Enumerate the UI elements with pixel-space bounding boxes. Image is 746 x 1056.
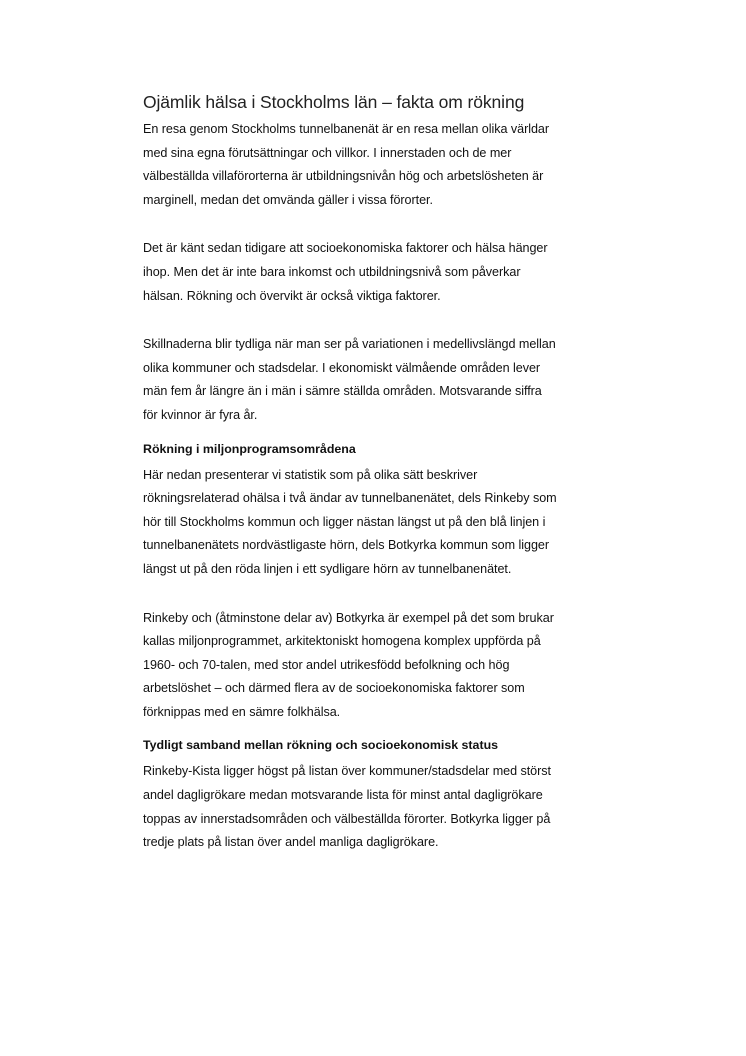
text-line: kallas miljonprogrammet, arkitektoniskt homogena komplex uppförda på (143, 634, 541, 649)
page-title: Ojämlik hälsa i Stockholms län – fakta om rökning (143, 92, 525, 112)
text-line: med sina egna förutsättningar och villkor. I innerstaden och de mer (143, 145, 512, 160)
text-line: Rinkeby och (åtminstone delar av) Botkyrka är exempel på det som brukar (143, 610, 554, 625)
text-line: hör till Stockholms kommun och ligger nästan längst ut på den blå linjen i (143, 514, 546, 529)
text-line: rökningsrelaterad ohälsa i två ändar av tunnelbanenätet, dels Rinkeby som (143, 491, 557, 506)
text-line: arbetslöshet – och därmed flera av de socioekonomiska faktorer som (143, 681, 525, 696)
text-line: för kvinnor är fyra år. (143, 407, 258, 422)
text-line: tunnelbanenätets nordvästligaste hörn, dels Botkyrka kommun som ligger (143, 538, 550, 553)
text-line: toppas av innerstadsområden och välbeställda förorter. Botkyrka ligger på (143, 811, 551, 826)
text-line: ihop. Men det är inte bara inkomst och utbildningsnivå som påverkar (143, 264, 521, 279)
paragraph-dagligrokare (143, 760, 613, 854)
text-line: Rinkeby-Kista ligger högst på listan över kommuner/stadsdelar med störst (143, 764, 551, 779)
text-line: 1960- och 70-talen, med stor andel utrikesfödd befolkning och hög (143, 657, 510, 672)
text-line: tredje plats på listan över andel manliga dagligrökare. (143, 835, 439, 850)
section-heading-miljonprogram: Rökning i miljonprogramsområdena (143, 441, 356, 456)
text-line: En resa genom Stockholms tunnelbanenät är en resa mellan olika världar (143, 122, 550, 136)
text-line: längst ut på den röda linjen i ett sydligare hörn av tunnelbanenätet. (143, 561, 512, 576)
document-content (143, 90, 613, 880)
paragraph-life-expectancy (143, 333, 613, 427)
text-line: män fem år längre än i män i sämre ställda områden. Motsvarande siffra (143, 384, 542, 399)
text-line: Skillnaderna blir tydliga när man ser på variationen i medellivslängd mellan (143, 337, 556, 352)
text-line: olika kommuner och stadsdelar. I ekonomiskt välmående områden lever (143, 360, 541, 375)
text-line: förknippas med en sämre folkhälsa. (143, 704, 341, 719)
section-heading-samband: Tydligt samband mellan rökning och socioekonomisk status (143, 738, 499, 753)
text-line: Här nedan presenterar vi statistik som på olika sätt beskriver (143, 467, 478, 482)
text-line: hälsan. Rökning och övervikt är också viktiga faktorer. (143, 288, 441, 303)
text-line: andel dagligrökare medan motsvarande lista för minst antal dagligrökare (143, 788, 543, 803)
text-line: Det är känt sedan tidigare att socioekonomiska faktorer och hälsa hänger (143, 241, 548, 256)
text-line: välbeställda villaförorterna är utbildningsnivån hög och arbetslösheten är (143, 169, 544, 184)
paragraph-miljonprogrammet (143, 607, 613, 725)
paragraph-statistics (143, 464, 613, 582)
paragraph-intro (143, 118, 613, 212)
text-line: marginell, medan det omvända gäller i vissa förorter. (143, 192, 433, 207)
paragraph-socioeconomic (143, 237, 613, 308)
